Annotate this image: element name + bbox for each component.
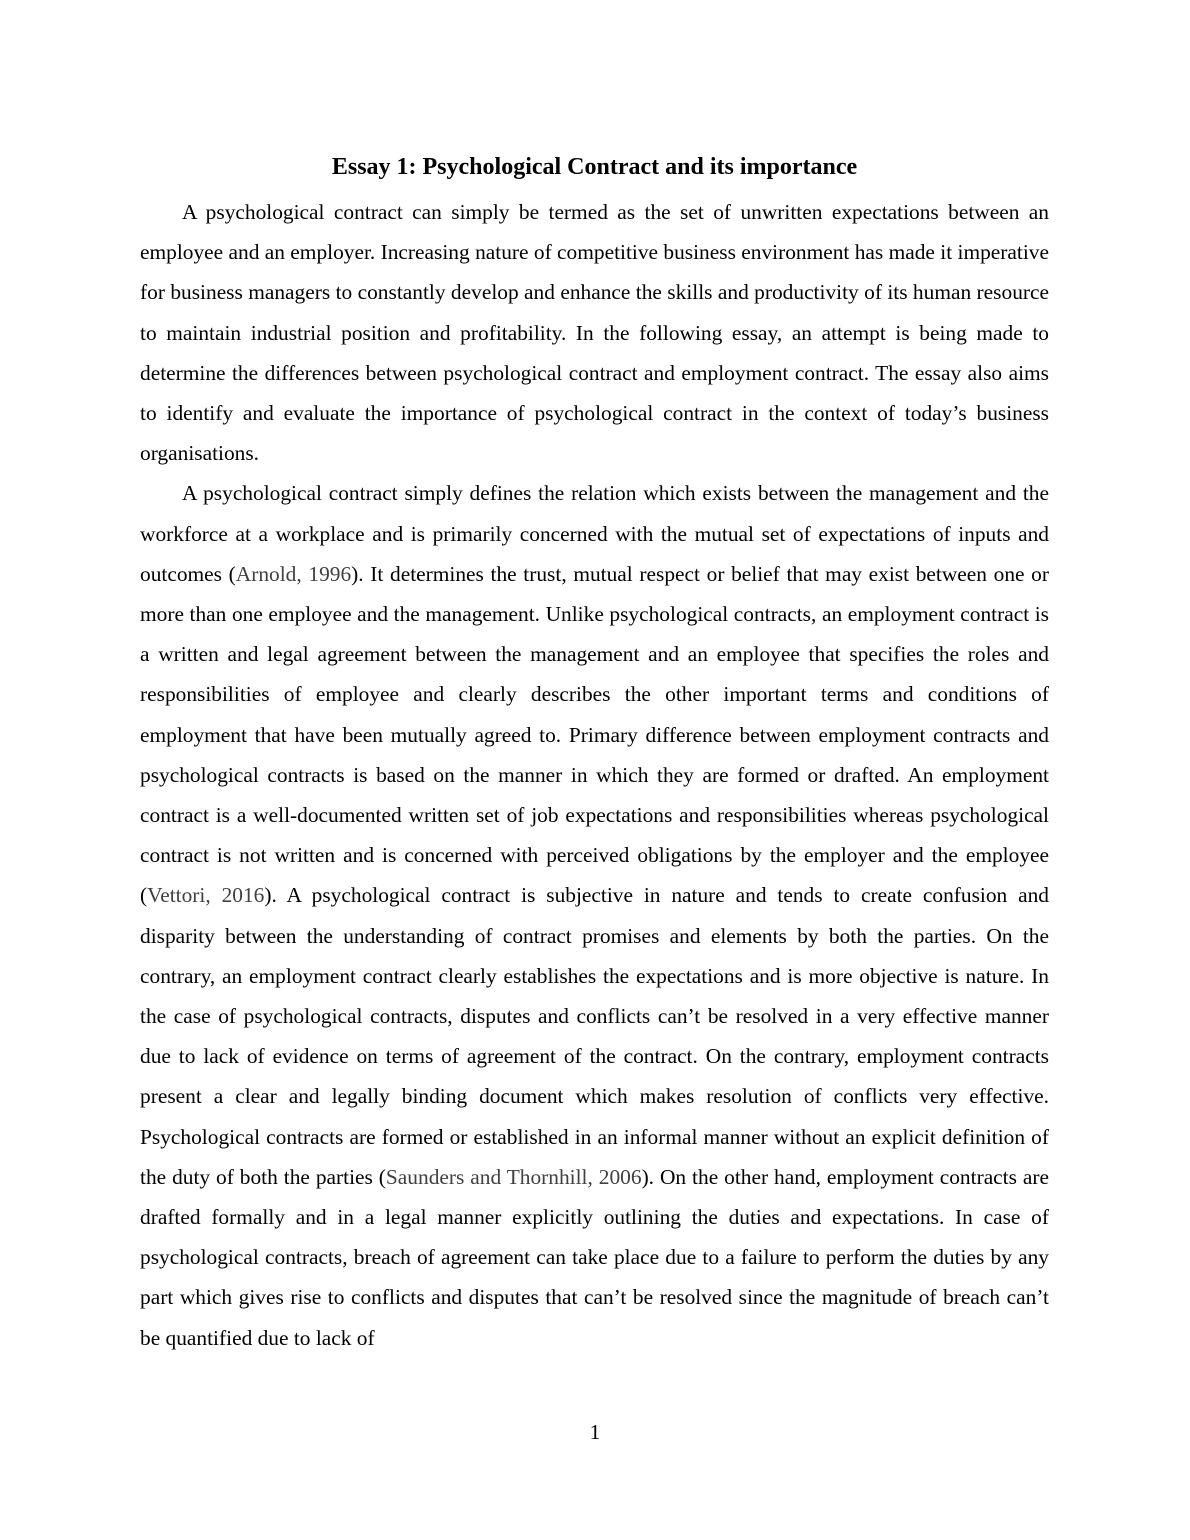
citation-saunders-thornhill: Saunders and Thornhill, 2006 xyxy=(385,1164,642,1189)
citation-arnold: Arnold, 1996 xyxy=(235,561,352,586)
paragraph-text: ). It determines the trust, mutual respect or belief that may exist between one or more than one employee and the management. Unlike psychological contracts, an employment contract is a written and legal agreement between the management and an employee that specifies the roles and responsibilities of employee and clearly describes the other important terms and conditions of employment that have been mutually agreed to. Primary difference between employment contracts and psychological contracts is based on the manner in which they are formed or drafted. An employment contract is a well-documented written set of job expectations and responsibilities whereas psychological contract is not written and is concerned with perceived obligations by the employer and the employee ( xyxy=(140,561,1049,908)
essay-body xyxy=(140,192,1049,1358)
citation-vettori: Vettori, 2016 xyxy=(147,883,265,908)
paragraph-text: ). A psychological contract is subjective in nature and tends to create confusion and disparity between the understanding of contract promises and elements by both the parties. On the contrary, an employment contract clearly establishes the expectations and is more objective is nature. In the case of psychological contracts, disputes and conflicts can’t be resolved in a very effective manner due to lack of evidence on terms of agreement of the contract. On the contrary, employment contracts present a clear and legally binding document which makes resolution of conflicts very effective. Psychological contracts are formed or established in an informal manner without an explicit definition of the duty of both the parties ( xyxy=(140,883,1049,1189)
paragraph-comparison xyxy=(140,473,1049,1357)
essay-title: Essay 1: Psychological Contract and its importance xyxy=(331,154,858,180)
paragraph-text: ). On the other hand, employment contracts are drafted formally and in a legal manner explicitly outlining the duties and expectations. In case of psychological contracts, breach of agreement can take place due to a failure to perform the duties by any part which gives rise to conflicts and disputes that can’t be resolved since the magnitude of breach can’t be quantified due to lack of xyxy=(140,1164,1049,1350)
paragraph-text: A psychological contract simply defines the relation which exists between the management and the workforce at a workplace and is primarily concerned with the mutual set of expectations of inputs and outcomes ( xyxy=(140,481,1049,586)
paragraph-intro: A psychological contract can simply be termed as the set of unwritten expectations between an employee and an employer. Increasing nature of competitive business environment has made it imperative for business managers to constantly develop and enhance the skills and productivity of its human resource to maintain industrial position and profitability. In the following essay, an attempt is being made to determine the differences between psychological contract and employment contract. The essay also aims to identify and evaluate the importance of psychological contract in the context of today’s business organisations. xyxy=(140,200,1049,466)
page-number: 1 xyxy=(589,1420,601,1444)
